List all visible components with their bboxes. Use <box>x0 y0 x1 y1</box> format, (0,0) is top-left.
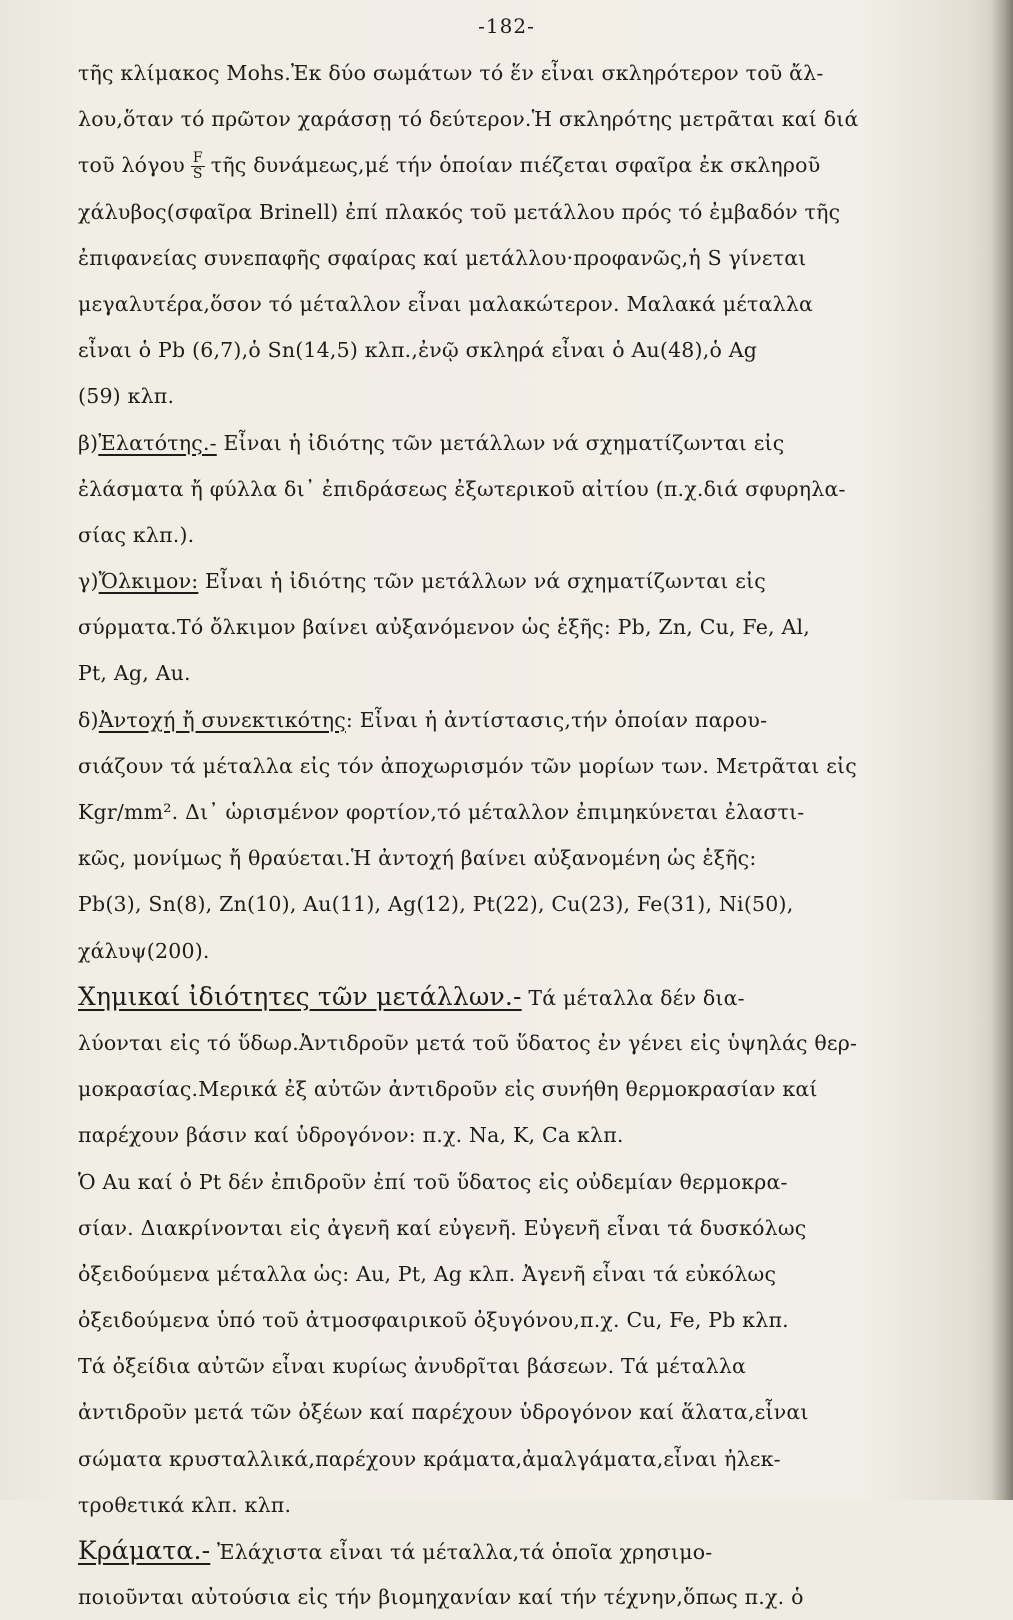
fraction-numerator: F <box>192 150 203 167</box>
text-line <box>78 881 990 927</box>
text-line <box>78 1528 990 1574</box>
text-line <box>78 789 990 835</box>
line-text: σίαν. Διακρίνονται εἰς ἀγενῆ καί εὐγενῆ. Εὐγενῆ εἶναι τά δυσκόλως <box>78 1215 807 1240</box>
line-text: ὀξειδούμενα ὑπό τοῦ ἀτμοσφαιρικοῦ ὀξυγόνου,π.χ. Cu, Fe, Pb κλπ. <box>78 1308 789 1333</box>
line-text: Ὁ Au καί ὁ Pt δέν ἐπιδροῦν ἐπί τοῦ ὕδατος εἰς οὐδεμίαν θερμοκρα- <box>78 1169 788 1194</box>
line-text: τοῦ λόγου <box>78 153 185 178</box>
line-text: Εἶναι ἡ ἰδιότης τῶν μετάλλων νά σχηματίζωνται εἰς <box>198 569 766 594</box>
line-text: Pb(3), Sn(8), Zn(10), Au(11), Ag(12), Pt(22), Cu(23), Fe(31), Ni(50), <box>78 892 794 917</box>
underlined-term: Ἀντοχή ἤ συνεκτικότης <box>98 707 346 732</box>
line-text: Ἐλάχιστα εἶναι τά μέταλλα,τά ὁποῖα χρησιμο- <box>210 1540 713 1564</box>
line-text: μοκρασίας.Μερικά ἐξ αὐτῶν ἀντιδροῦν εἰς συνήθη θερμοκρασίαν καί <box>78 1077 818 1102</box>
section-heading: Χημικαί ἰδιότητες τῶν μετάλλων.- <box>78 981 522 1011</box>
page-edge-shadow <box>991 0 1013 1500</box>
line-text: ἀντιδροῦν μετά τῶν ὀξέων καί παρέχουν ὑδρογόνον καί ἅλατα,εἶναι <box>78 1400 809 1425</box>
text-line <box>78 1436 990 1482</box>
text-line <box>78 650 990 696</box>
text-line <box>78 281 990 327</box>
line-text: λύονται εἰς τό ὕδωρ.Ἀντιδροῦν μετά τοῦ ὕδατος ἐν γένει εἰς ὑψηλάς θερ- <box>78 1030 858 1055</box>
item-marker: β) <box>78 430 99 455</box>
line-text: (59) κλπ. <box>78 384 175 409</box>
line-text: μεγαλυτέρα,ὅσον τό μέταλλον εἶναι μαλακώτερον. Μαλακά μέταλλα <box>78 291 814 316</box>
text-line <box>78 835 990 881</box>
line-text: τῆς δυνάμεως,μέ τήν ὁποίαν πιέζεται σφαῖρα ἐκ σκληροῦ <box>210 153 821 178</box>
underlined-term: Ὄλκιμον: <box>98 569 199 594</box>
line-text: εἶναι ὁ Pb (6,7),ὁ Sn(14,5) κλπ.,ἐνῷ σκληρά εἶναι ὁ Au(48),ὁ Ag <box>78 338 758 363</box>
line-text: παρέχουν βάσιν καί ὑδρογόνον: π.χ. Na, K, Ca κλπ. <box>78 1123 624 1148</box>
text-line <box>78 1020 990 1066</box>
line-text: Τά μέταλλα δέν δια- <box>521 985 745 1010</box>
text-line <box>78 142 990 188</box>
line-text: λου,ὅταν τό πρῶτον χαράσσῃ τό δεύτερον.Ἡ σκληρότης μετρᾶται καί διά <box>78 107 859 132</box>
line-text: κῶς, μονίμως ἤ θραύεται.Ἡ ἀντοχή βαίνει αὐξανομένη ὡς ἑξῆς: <box>78 846 757 871</box>
line-text: Kgr/mm². Δι᾽ ὡρισμένον φορτίον,τό μέταλλον ἐπιμηκύνεται ἐλαστι- <box>78 800 805 824</box>
text-line <box>78 1251 990 1297</box>
fraction-denominator: S <box>192 166 203 183</box>
line-text: τροθετικά κλπ. κλπ. <box>78 1492 292 1517</box>
line-text: σίας κλπ.). <box>78 522 195 547</box>
handwritten-text-body <box>78 50 990 1620</box>
line-text: σώματα κρυσταλλικά,παρέχουν κράματα,ἀμαλγάματα,εἶναι ἠλεκ- <box>78 1446 781 1471</box>
line-text: Εἶναι ἡ ἰδιότης τῶν μετάλλων νά σχηματίζωνται εἰς <box>216 430 785 455</box>
fraction-f-over-s <box>191 151 205 182</box>
text-line <box>78 420 990 466</box>
line-text: τῆς κλίμακος Mohs.Ἐκ δύο σωμάτων τό ἕν εἶναι σκληρότερον τοῦ ἄλ- <box>78 61 824 85</box>
line-text: ἐλάσματα ἤ φύλλα δι᾽ ἐπιδράσεως ἐξωτερικοῦ αἰτίου (π.χ.διά σφυρηλα- <box>78 476 846 501</box>
text-line <box>78 189 990 235</box>
text-line <box>78 466 990 512</box>
text-line <box>78 235 990 281</box>
text-line <box>78 604 990 650</box>
text-line <box>78 743 990 789</box>
text-line <box>78 1389 990 1435</box>
text-line <box>78 373 990 419</box>
line-text: χάλυψ(200). <box>78 938 210 963</box>
item-marker: δ) <box>78 707 99 732</box>
line-text: Pt, Ag, Au. <box>78 661 191 686</box>
text-line <box>78 1205 990 1251</box>
text-line <box>78 928 990 974</box>
underlined-term: Ἐλατότης.- <box>98 430 217 455</box>
text-line <box>78 1574 990 1620</box>
line-text: ὀξειδούμενα μέταλλα ὡς: Au, Pt, Ag κλπ. Ἀγενῆ εἶναι τά εὐκόλως <box>78 1261 777 1286</box>
section-heading: Κράματα.- <box>78 1536 211 1565</box>
item-marker: γ) <box>78 569 99 594</box>
line-text: ἐπιφανείας συνεπαφῆς σφαίρας καί μετάλλου·προφανῶς,ἡ S γίνεται <box>78 245 807 270</box>
line-text: χάλυβος(σφαῖρα Brinell) ἐπί πλακός τοῦ μετάλλου πρός τό ἐμβαδόν τῆς <box>78 199 841 224</box>
text-line <box>78 96 990 142</box>
page-number: -182- <box>478 14 535 38</box>
line-text: Τά ὀξείδια αὐτῶν εἶναι κυρίως ἀνυδρῖται βάσεων. Τά μέταλλα <box>78 1354 747 1379</box>
text-line <box>78 1159 990 1205</box>
text-line <box>78 327 990 373</box>
text-line <box>78 1482 990 1528</box>
text-line <box>78 697 990 743</box>
text-line <box>78 558 990 604</box>
line-text: σιάζουν τά μέταλλα εἰς τόν ἀποχωρισμόν τῶν μορίων των. Μετρᾶται εἰς <box>78 753 857 778</box>
text-line <box>78 50 990 96</box>
text-line <box>78 1112 990 1158</box>
text-line <box>78 1066 990 1112</box>
text-line <box>78 1343 990 1389</box>
text-line <box>78 1297 990 1343</box>
line-text: ποιοῦνται αὐτούσια εἰς τήν βιομηχανίαν καί τήν τέχνην,ὅπως π.χ. ὁ <box>78 1585 804 1610</box>
line-text: σύρματα.Τό ὄλκιμον βαίνει αὐξανόμενον ὡς ἑξῆς: Pb, Zn, Cu, Fe, Al, <box>78 615 810 640</box>
text-line <box>78 974 990 1020</box>
line-text: : Εἶναι ἡ ἀντίστασις,τήν ὁποίαν παρου- <box>345 707 768 732</box>
text-line <box>78 512 990 558</box>
